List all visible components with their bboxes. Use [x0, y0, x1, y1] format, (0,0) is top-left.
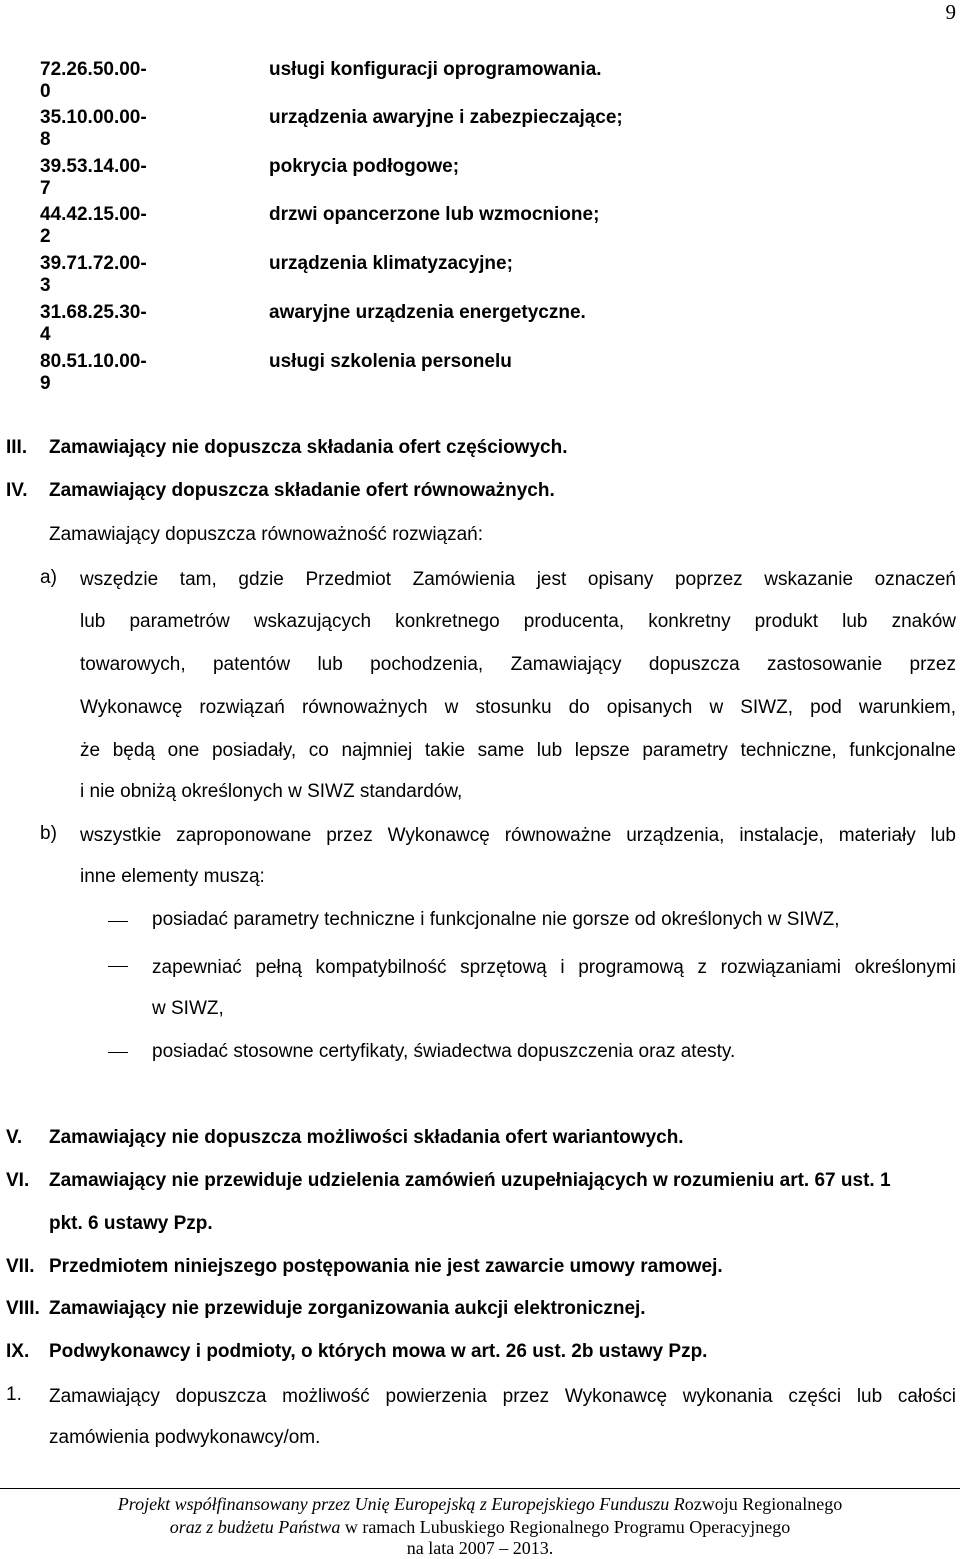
paragraph-line: Zamawiający dopuszcza możliwość powierzenia przez Wykonawcę wykonania części lub całości [49, 1386, 956, 1407]
footer-line-3: na lata 2007 – 2013. [406, 1538, 554, 1558]
paragraph-line: inne elementy muszą: [80, 866, 265, 887]
dash-item-text: posiadać parametry techniczne i funkcjonalne nie gorsze od określonych w SIWZ, [152, 909, 840, 930]
cpv-desc: drzwi opancerzone lub wzmocnione; [269, 204, 600, 225]
cpv-code: 72.26.50.00-0 [40, 59, 147, 102]
paragraph-line: wszystkie zaproponowane przez Wykonawcę równoważne urządzenia, instalacje, materiały lub [80, 825, 956, 846]
section-text: Zamawiający nie przewiduje udzielenia zamówień uzupełniających w rozumieniu art. 67 ust. 1 [49, 1170, 891, 1191]
dash-item-text: w SIWZ, [152, 998, 224, 1019]
footer-line-2 [0, 1517, 960, 1538]
cpv-code: 80.51.10.00-9 [40, 351, 147, 394]
footer-italic: oraz z budżetu Państwa [169, 1517, 341, 1537]
paragraph-line: towarowych, patentów lub pochodzenia, Zamawiający dopuszcza zastosowanie przez [80, 654, 956, 675]
section-number: IV. [6, 480, 28, 501]
section-text: Podwykonawcy i podmioty, o których mowa w art. 26 ust. 2b ustawy Pzp. [49, 1341, 708, 1362]
paragraph-line: wszędzie tam, gdzie Przedmiot Zamówienia jest opisany poprzez wskazanie oznaczeń [80, 569, 956, 590]
section-text: Zamawiający dopuszcza składanie ofert równoważnych. [49, 480, 555, 501]
cpv-desc: usługi szkolenia personelu [269, 351, 512, 372]
footer-normal: ozwoju Regionalnego [684, 1494, 843, 1514]
section-text: Zamawiający nie dopuszcza możliwości składania ofert wariantowych. [49, 1127, 684, 1148]
paragraph-line: zamówienia podwykonawcy/om. [49, 1427, 321, 1448]
cpv-desc: awaryjne urządzenia energetyczne. [269, 302, 586, 323]
cpv-code: 35.10.00.00-8 [40, 107, 147, 150]
dash-item-text: zapewniać pełną kompatybilność sprzętową i programową z rozwiązaniami określonymi [152, 957, 956, 978]
section-text: Przedmiotem niniejszego postępowania nie jest zawarcie umowy ramowej. [49, 1256, 723, 1277]
dash-item-text: posiadać stosowne certyfikaty, świadectwa dopuszczenia oraz atesty. [152, 1041, 736, 1062]
section-number: III. [6, 437, 28, 458]
section-number: VI. [6, 1170, 30, 1191]
cpv-desc: pokrycia podłogowe; [269, 156, 460, 177]
point-number: 1. [6, 1384, 22, 1405]
section-text: Zamawiający nie dopuszcza składania ofert częściowych. [49, 437, 568, 458]
section-number: V. [6, 1127, 23, 1148]
cpv-code: 39.71.72.00-3 [40, 253, 147, 296]
paragraph-line: lub parametrów wskazujących konkretnego producenta, konkretny produkt lub znaków [80, 611, 956, 632]
dash-bullet [108, 966, 128, 967]
cpv-desc: urządzenia awaryjne i zabezpieczające; [269, 107, 623, 128]
dash-bullet [108, 921, 128, 922]
paragraph-line: Wykonawcę rozwiązań równoważnych w stosunku do opisanych w SIWZ, pod warunkiem, [80, 697, 956, 718]
page-number: 9 [945, 0, 956, 24]
equivalence-intro: Zamawiający dopuszcza równoważność rozwiązań: [49, 524, 484, 545]
section-text-continued: pkt. 6 ustawy Pzp. [49, 1213, 213, 1234]
footer-divider [0, 1488, 960, 1489]
section-text: Zamawiający nie przewiduje zorganizowania aukcji elektronicznej. [49, 1298, 646, 1319]
cpv-code: 31.68.25.30-4 [40, 302, 147, 345]
footer-line-1 [0, 1494, 960, 1515]
paragraph-line: i nie obniżą określonych w SIWZ standardów, [80, 781, 463, 802]
paragraph-line: że będą one posiadały, co najmniej takie same lub lepsze parametry techniczne, funkcjonalne [80, 740, 956, 761]
list-label-a: a) [40, 567, 57, 588]
section-number: VII. [6, 1256, 35, 1277]
cpv-code: 44.42.15.00-2 [40, 204, 147, 247]
dash-bullet [108, 1052, 128, 1053]
list-label-b: b) [40, 823, 57, 844]
cpv-code: 39.53.14.00-7 [40, 156, 147, 199]
section-number: VIII. [6, 1298, 40, 1319]
cpv-desc: urządzenia klimatyzacyjne; [269, 253, 513, 274]
cpv-desc: usługi konfiguracji oprogramowania. [269, 59, 602, 80]
footer-normal: w ramach Lubuskiego Regionalnego Programu Operacyjnego [340, 1517, 791, 1537]
footer-italic: Projekt współfinansowany przez Unię Europejską z Europejskiego Funduszu R [117, 1494, 685, 1514]
section-number: IX. [6, 1341, 30, 1362]
